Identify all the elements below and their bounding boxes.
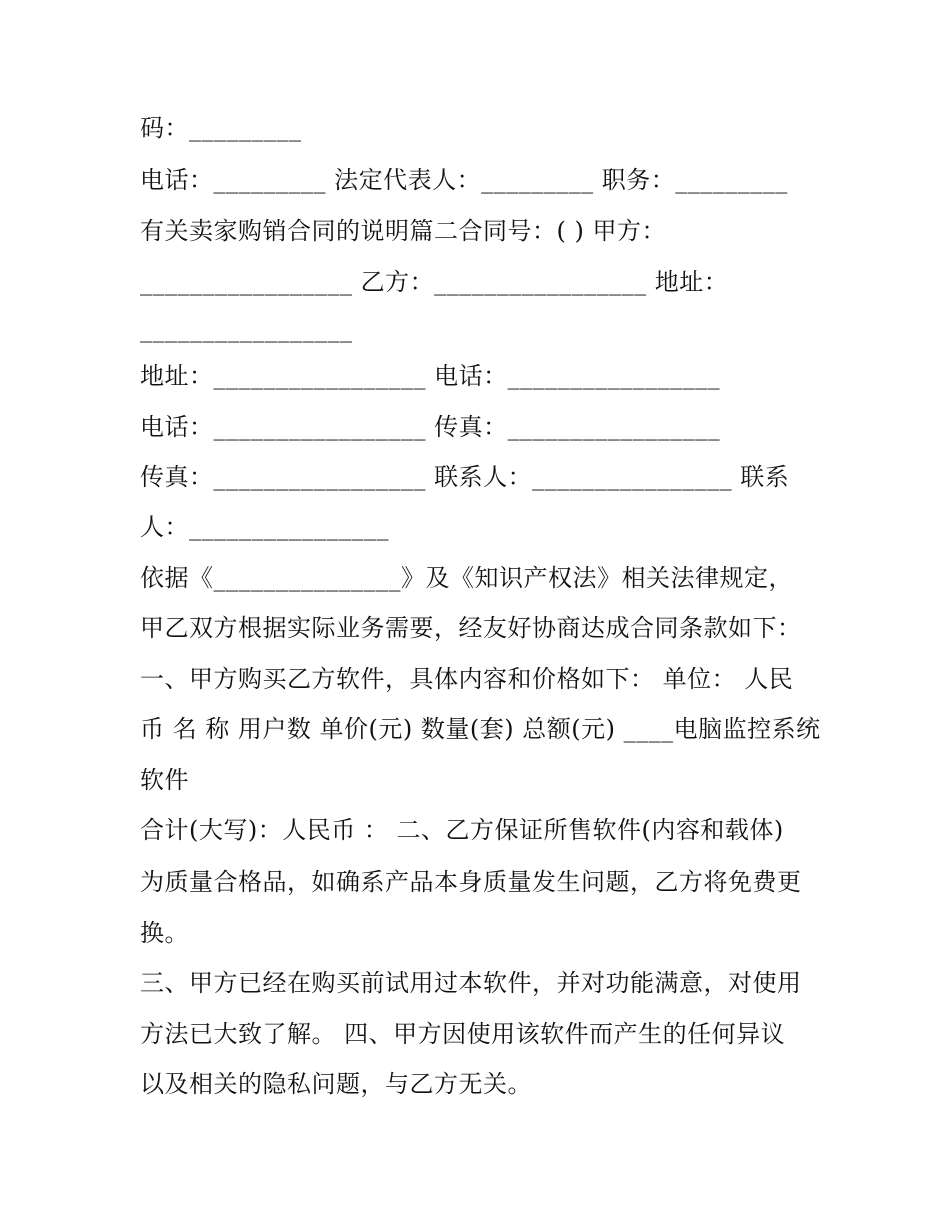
text-line: _________________ 乙方：_________________ 地址： (140, 268, 729, 296)
text-line: 方法已大致了解。 四、甲方因使用该软件而产生的任何异议 (140, 1020, 786, 1048)
text-line: 软件 (140, 766, 189, 794)
text-line: 地址：_________________ 电话：_________________ (140, 362, 721, 390)
text-line: _________________ (140, 315, 353, 343)
text-line: 甲乙双方根据实际业务需要，经友好协商达成合同条款如下： (140, 614, 802, 642)
text-line: 三、甲方已经在购买前试用过本软件，并对功能满意，对使用 (140, 969, 802, 997)
text-line: 依据《_______________》及《知识产权法》相关法律规定， (140, 564, 793, 592)
text-line: 为质量合格品，如确系产品本身质量发生问题，乙方将免费更 (140, 868, 802, 896)
text-line: 币 名 称 用户数 单价(元) 数量(套) 总额(元) ____电脑监控系统 (140, 715, 821, 743)
text-line: 码：_________ (140, 114, 302, 142)
text-line: 人：________________ (140, 513, 389, 541)
text-line: 合计(大写)：人民币 ： 二、乙方保证所售软件(内容和载体) (140, 816, 784, 844)
text-line: 以及相关的隐私问题，与乙方无关。 (140, 1070, 532, 1098)
text-line: 有关卖家购销合同的说明篇二合同号：( ) 甲方： (140, 217, 666, 245)
text-line: 一、甲方购买乙方软件，具体内容和价格如下： 单位： 人民 (140, 665, 794, 693)
text-line: 电话：_________________ 传真：_________________ (140, 413, 721, 441)
text-line: 传真：_________________ 联系人：________________ 联系 (140, 463, 790, 491)
text-line: 换。 (140, 919, 189, 947)
text-line: 电话：_________ 法定代表人：_________ 职务：_________ (140, 166, 788, 194)
